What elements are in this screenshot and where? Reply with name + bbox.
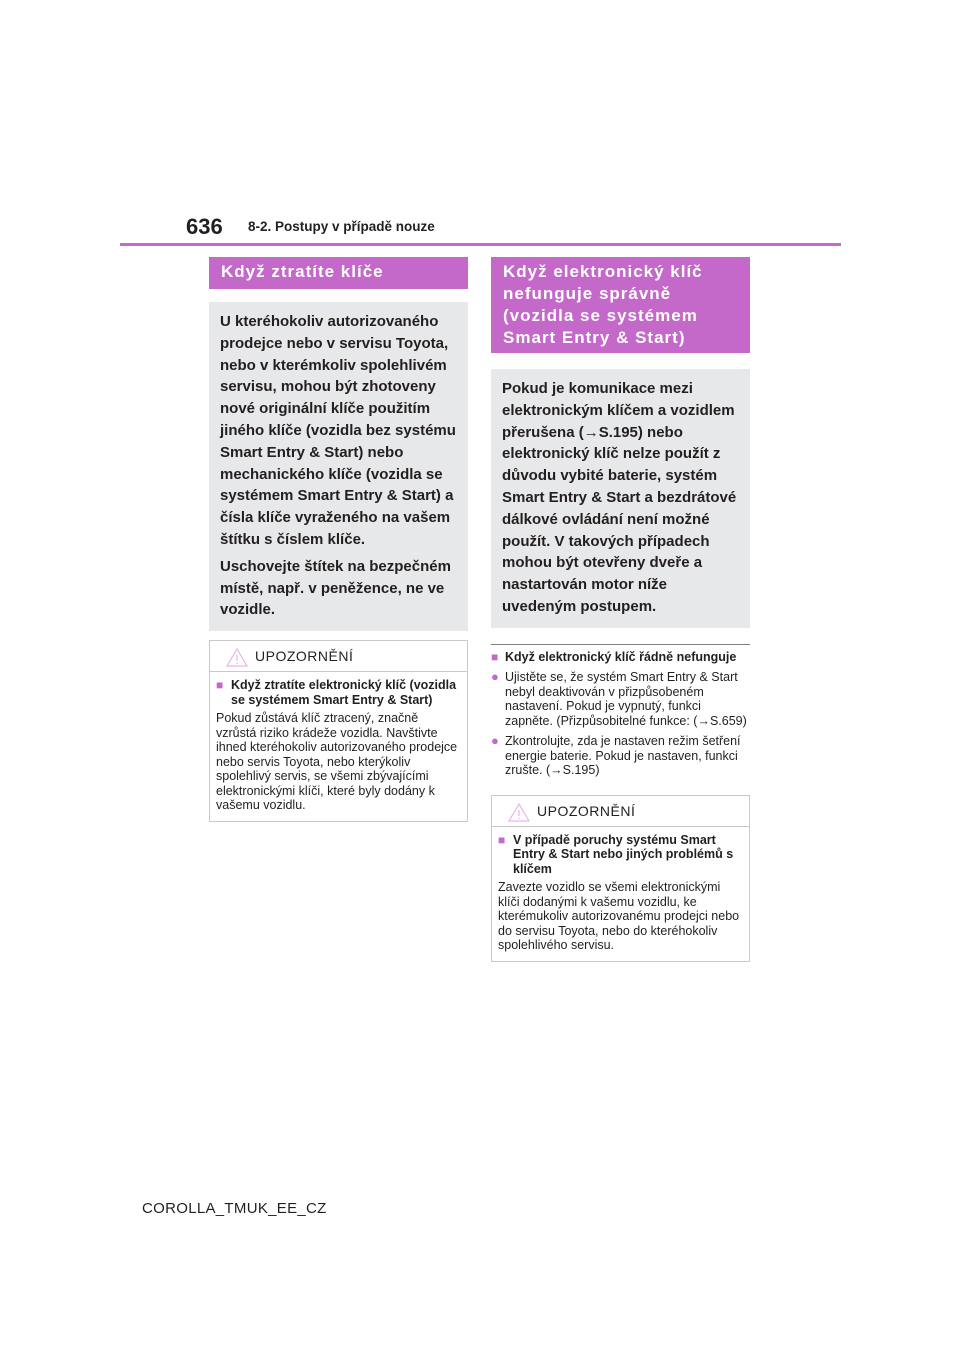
- lost-keys-info-box: [209, 302, 468, 631]
- lost-keys-warning-box: [209, 640, 468, 822]
- warning-title-text: V případě poruchy systému Smart Entry & Start nebo jiných problémů s klíčem: [513, 832, 734, 876]
- warning-text: Pokud zůstává klíč ztracený, značně vzrůstá riziko krádeže vozidla. Navštivte ihned kteréhokoliv autorizovaného prodejce nebo servis Toyota, nebo kterýkoliv spolehlivý servis, se všemi zbývajícími elektronickými klíči, které byly dodány k vašemu vozidlu.: [216, 711, 458, 813]
- warning-label: UPOZORNĚNÍ: [255, 648, 354, 665]
- key-malfunction-heading: Když elektronický klíč nefunguje správně (vozidla se systémem Smart Entry & Start): [491, 257, 750, 353]
- circle-bullet-icon: ●: [491, 669, 499, 685]
- key-malfunction-paragraph: Pokud je komunikace mezi elektronickým klíčem a vozidlem přerušena (→S.195) nebo elektronický klíč nelze použít z důvodu vybité baterie, systém Smart Entry & Start a bezdrátové dálkové ovládání není možné použít. V takových případech mohou být otevřeny dveře a nastartován motor níže uvedeným postupem.: [502, 380, 737, 615]
- warning-label: UPOZORNĚNÍ: [537, 802, 636, 819]
- circle-bullet-icon: ●: [491, 733, 499, 749]
- page-number: 636: [186, 214, 223, 239]
- malfunction-checklist: [491, 644, 750, 778]
- warning-title: [498, 833, 743, 877]
- list-item-text: Zkontrolujte, zda je nastaven režim šetření energie baterie. Pokud je nastaven, funkci zrušte. (→S.195): [505, 734, 741, 778]
- square-bullet-icon: ■: [498, 832, 506, 847]
- list-item: [491, 734, 750, 778]
- section-title: 8-2. Postupy v případě nouze: [248, 219, 435, 234]
- document-code: COROLLA_TMUK_EE_CZ: [142, 1200, 327, 1217]
- list-item: [491, 670, 750, 728]
- lost-keys-paragraph-1: U kteréhokoliv autorizovaného prodejce nebo v servisu Toyota, nebo v kterémkoliv spolehlivém servisu, mohou být zhotoveny nové originální klíče použitím jiného klíče (vozidla bez systému Smart Entry & Start) nebo mechanického klíče (vozidla se systémem Smart Entry & Start) a čísla klíče vyraženého na vašem štítku s číslem klíče.: [220, 313, 456, 548]
- warning-title-text: Když ztratíte elektronický klíč (vozidla se systémem Smart Entry & Start): [231, 678, 457, 707]
- square-bullet-icon: ■: [491, 649, 499, 664]
- list-item-text: Ujistěte se, že systém Smart Entry & Start nebyl deaktivován v přizpůsobeném nastavení. Pokud je vypnutý, funkci zapněte. (Přizpůsobitelné funkce: (→S.659): [505, 670, 747, 728]
- warning-triangle-icon: [226, 648, 248, 667]
- checklist-title-text: Když elektronický klíč řádně nefunguje: [505, 649, 737, 664]
- warning-title: [216, 678, 461, 707]
- lost-keys-paragraph-2: Uschovejte štítek na bezpečném místě, např. v peněžence, ne ve vozidle.: [220, 557, 451, 619]
- warning-header: [210, 641, 467, 672]
- header-rule: [120, 243, 841, 246]
- warning-triangle-icon: [508, 803, 530, 822]
- checklist-title: [491, 650, 750, 665]
- square-bullet-icon: ■: [216, 678, 224, 693]
- warning-body: [210, 672, 467, 821]
- warning-header: [492, 796, 749, 827]
- lost-keys-heading: Když ztratíte klíče: [209, 257, 468, 289]
- key-malfunction-warning-box: [491, 795, 750, 962]
- warning-body: [492, 827, 749, 961]
- right-column: [491, 257, 750, 962]
- warning-text: Zavezte vozidlo se všemi elektronickými klíči dodanými k vašemu vozidlu, ke kterémukoliv autorizovanému prodejci nebo do servisu Toyota, nebo do kteréhokoliv spolehlivého servisu.: [498, 880, 740, 953]
- left-column: [209, 257, 468, 822]
- key-malfunction-info-box: [491, 369, 750, 628]
